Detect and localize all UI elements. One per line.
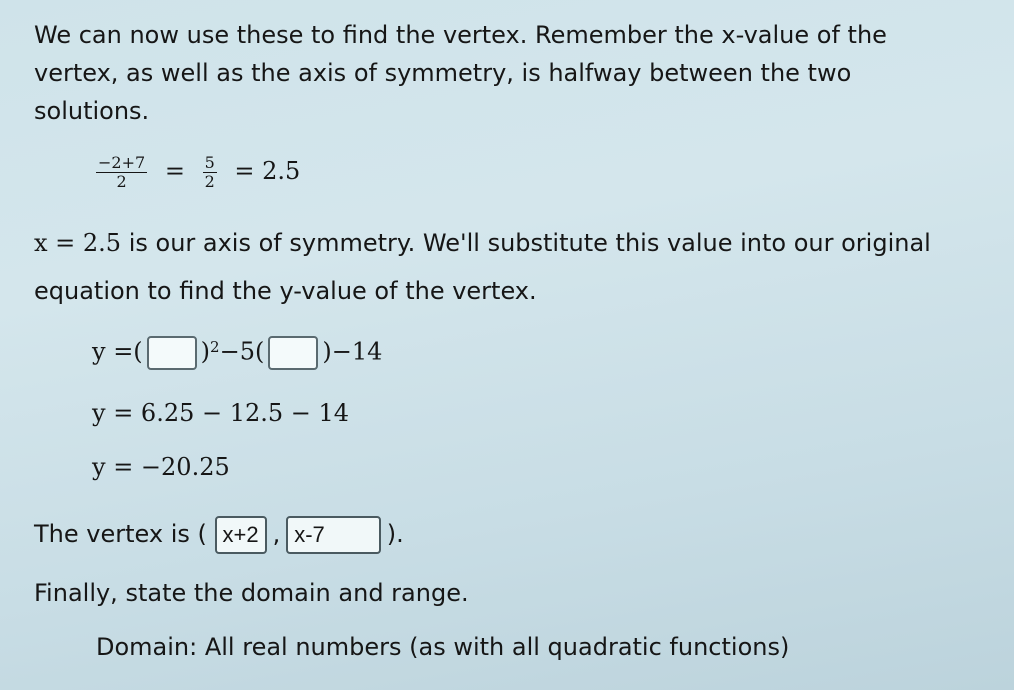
domain-text: Domain: All real numbers (as with all quadratic functions) [96, 633, 790, 661]
step-3-equation: y = −20.25 [92, 453, 230, 481]
step-2-equation: y = 6.25 − 12.5 − 14 [92, 399, 350, 427]
substitution-equation [92, 336, 382, 370]
substitution-mid2: −5( [219, 337, 265, 366]
axis-line-2: equation to find the y-value of the vertex. [34, 277, 537, 305]
finally-text: Finally, state the domain and range. [34, 579, 469, 607]
simplified-numerator: 5 [204, 153, 215, 172]
axis-text: is our axis of symmetry. We'll substitute this value into our original [121, 229, 931, 257]
substitution-prefix: y =( [92, 337, 143, 366]
vertex-comma: , [272, 520, 281, 548]
vertex-suffix: ). [386, 520, 404, 548]
substitution-suffix: )−14 [322, 337, 383, 366]
exponent: 2 [210, 338, 220, 356]
vertex-line [34, 516, 404, 554]
vertex-prefix: The vertex is ( [34, 520, 207, 548]
midpoint-numerator: −2+7 [98, 153, 146, 172]
substitution-input-2[interactable] [268, 336, 318, 370]
midpoint-denominator: 2 [116, 172, 127, 191]
midpoint-fraction [96, 154, 147, 191]
intro-line-1: We can now use these to find the vertex. Remember the x-value of the [34, 21, 887, 49]
substitution-input-1[interactable] [147, 336, 197, 370]
axis-value: x = 2.5 [34, 229, 122, 257]
vertex-x-input[interactable]: x+2 [215, 516, 267, 554]
substitution-mid1: ) [200, 337, 211, 366]
equals-sign: = [164, 157, 185, 185]
simplified-fraction [203, 154, 217, 191]
vertex-y-input[interactable]: x-7 [286, 516, 381, 554]
simplified-denominator: 2 [204, 172, 215, 191]
intro-line-3: solutions. [34, 97, 150, 125]
midpoint-result: = 2.5 [234, 157, 301, 185]
intro-line-2: vertex, as well as the axis of symmetry, is halfway between the two [34, 59, 852, 87]
midpoint-equation [96, 154, 300, 191]
axis-line [34, 228, 931, 258]
